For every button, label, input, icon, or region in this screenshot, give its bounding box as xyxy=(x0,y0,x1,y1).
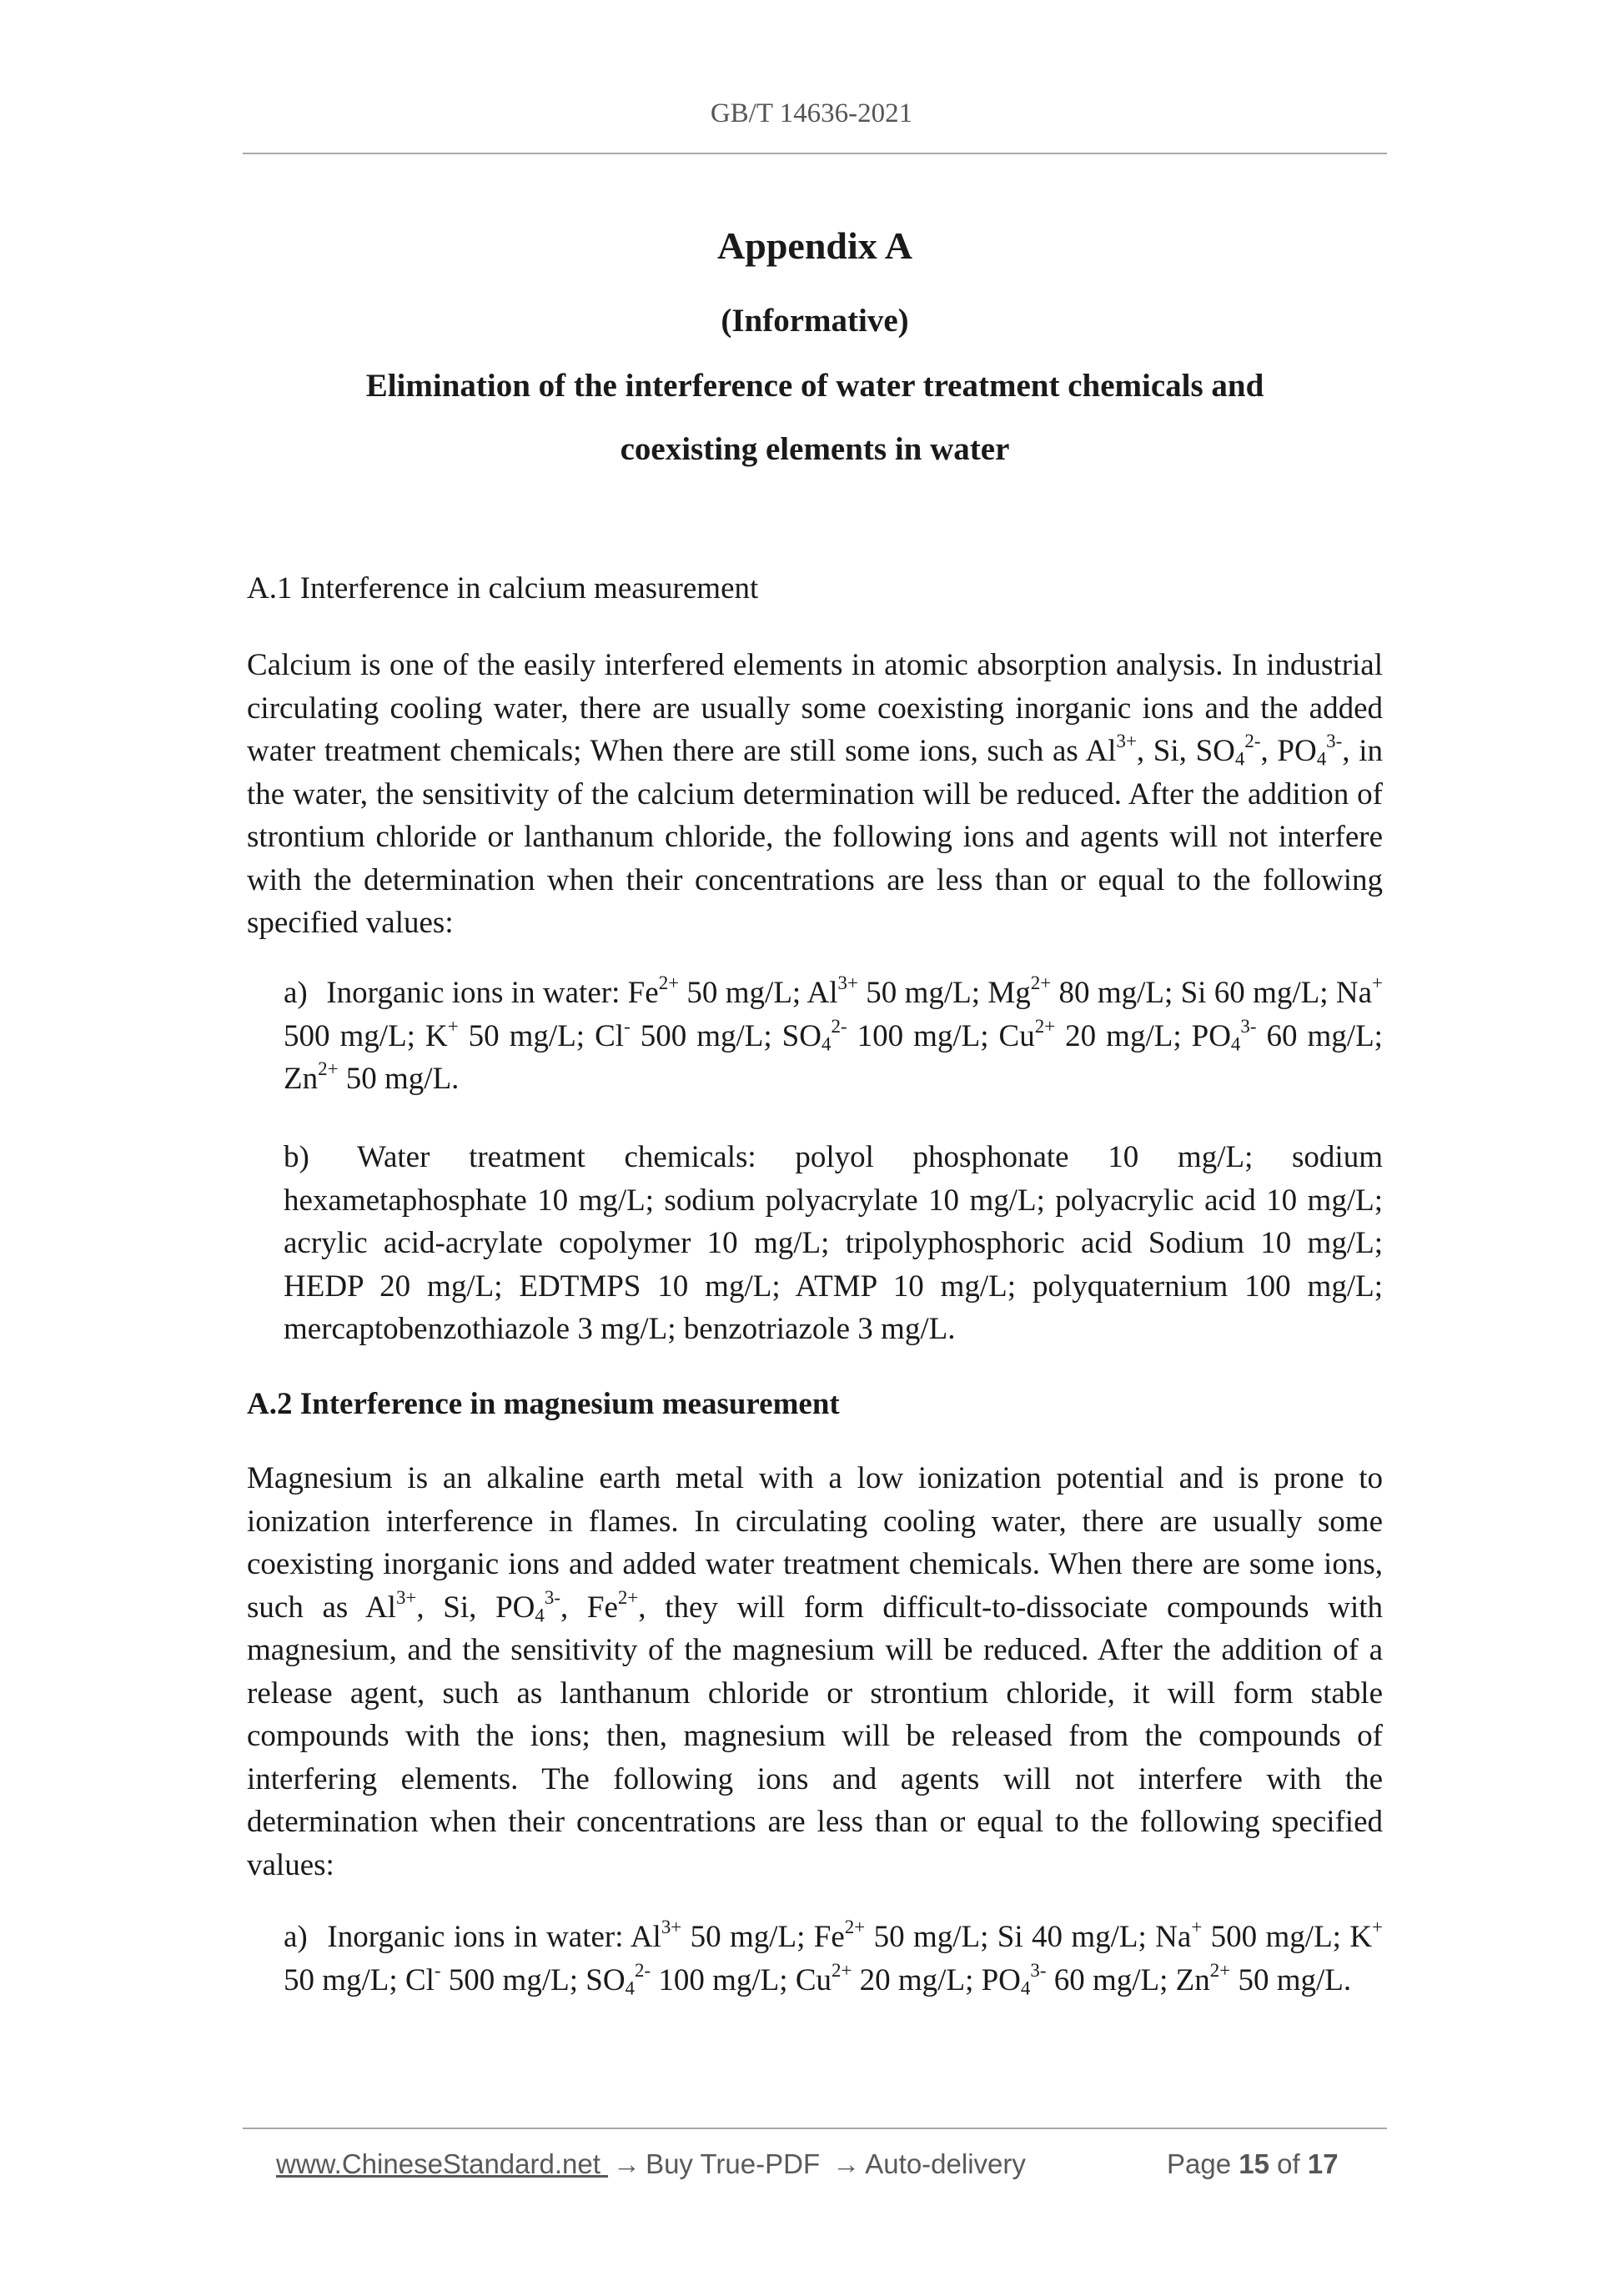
paragraph-a1-text: Calcium is one of the easily interfered elements in atomic absorption analysis. In industrial circulating cooling water, there are usually some coexisting inorganic ions and the added water treatment chemicals; When there are still some ions, such as $Al^{3+}$, Si, $SO_4^{2-}$, $PO_4^{3-}$, in the water, the sensitivity of the calcium determination will be reduced. After the addition of strontium chloride or lanthanum chloride, the following ions and agents will not interfere with the determination when their concentrations are less than or equal to the following specified values: xyxy=(247,648,1383,940)
list-marker: a) xyxy=(284,976,308,1010)
list-item-a2-a xyxy=(284,1916,1383,2002)
list-item-a1-a xyxy=(284,972,1383,1101)
list-item-a1-b xyxy=(284,1136,1383,1351)
paragraph-a2 xyxy=(247,1457,1383,1887)
paragraph-a1 xyxy=(247,644,1383,945)
page-current: 15 xyxy=(1239,2148,1269,2179)
page-footer xyxy=(276,2148,1360,2190)
section-a1-title: A.1 Interference in calcium measurement xyxy=(247,571,759,605)
list-text: Inorganic ions in water: $Fe^{2+}$ 50 mg/L; $Al^{3+}$ 50 mg/L; $Mg^{2+}$ 80 mg/L; Si 60 mg/L; Na+ 500 mg/L; K+ 50 mg/L; Cl- 500 mg/L; $SO_4^{2-}$ 100 mg/L; $Cu^{2+}$ 20 mg/L; $PO_4^{3-}$ 60 mg/L; $Zn^{2+}$ 50 mg/L. xyxy=(284,972,1383,1096)
arrow-right-icon: → xyxy=(832,2148,861,2179)
of-word: of xyxy=(1277,2148,1300,2179)
paragraph-a2-text: Magnesium is an alkaline earth metal with a low ionization potential and is prone to ionization interference in flames. In circulating cooling water, there are usually some coexisting inorganic ions and added water treatment chemicals. When there are some ions, such as $Al^{3+}$, Si, $PO_4^{3-}$, $Fe^{2+}$, they will form difficult-to-dissociate compounds with magnesium, and the sensitivity of the magnesium will be reduced. After the addition of a release agent, such as lanthanum chloride or strontium chloride, it will form stable compounds with the ions; then, magnesium will be released from the compounds of interfering elements. The following ions and agents will not interfere with the determination when their concentrations are less than or equal to the following specified values: xyxy=(247,1461,1384,1882)
informative-label: (Informative) xyxy=(721,303,909,339)
list-text: Water treatment chemicals: polyol phosphonate 10 mg/L; sodium hexametaphosphate 10 mg/L; sodium polyacrylate 10 mg/L; polyacrylic acid 10 mg/L; acrylic acid-acrylate copolymer 10 mg/L; tripolyphosphoric acid Sodium 10 mg/L; HEDP 20 mg/L; EDTMPS 10 mg/L; ATMP 10 mg/L; polyquaternium 100 mg/L; mercaptobenzothiazole 3 mg/L; benzotriazole 3 mg/L. xyxy=(284,1140,1383,1346)
section-a2-title: A.2 Interference in magnesium measurement xyxy=(247,1387,840,1421)
arrow-right-icon: → xyxy=(613,2148,641,2179)
standard-code-header: GB/T 14636-2021 xyxy=(710,98,913,128)
appendix-title-line-1: Elimination of the interference of water treatment chemicals and xyxy=(365,368,1264,404)
auto-delivery-text: Auto-delivery xyxy=(865,2148,1026,2179)
footer-divider xyxy=(243,2128,1387,2129)
page-indicator xyxy=(1167,2148,1339,2180)
appendix-title-line-2: coexisting elements in water xyxy=(620,431,1010,467)
website-link[interactable]: www.ChineseStandard.net xyxy=(276,2148,609,2179)
page-total: 17 xyxy=(1307,2148,1339,2179)
buy-pdf-text: Buy True-PDF xyxy=(646,2148,821,2179)
list-text: Inorganic ions in water: $Al^{3+}$ 50 mg/L; $Fe^{2+}$ 50 mg/L; Si 40 mg/L; Na+ 500 mg/L; K+ 50 mg/L; Cl- 500 mg/L; $SO_4^{2-}$ 100 mg/L; $Cu^{2+}$ 20 mg/L; $PO_4^{3-}$ 60 mg/L; $Zn^{2+}$ 50 mg/L. xyxy=(284,1916,1383,1999)
list-marker: a) xyxy=(284,1920,308,1954)
page-word: Page xyxy=(1167,2148,1232,2179)
header-divider xyxy=(243,153,1387,154)
appendix-heading: Appendix A xyxy=(717,224,912,267)
list-marker: b) xyxy=(284,1140,309,1174)
